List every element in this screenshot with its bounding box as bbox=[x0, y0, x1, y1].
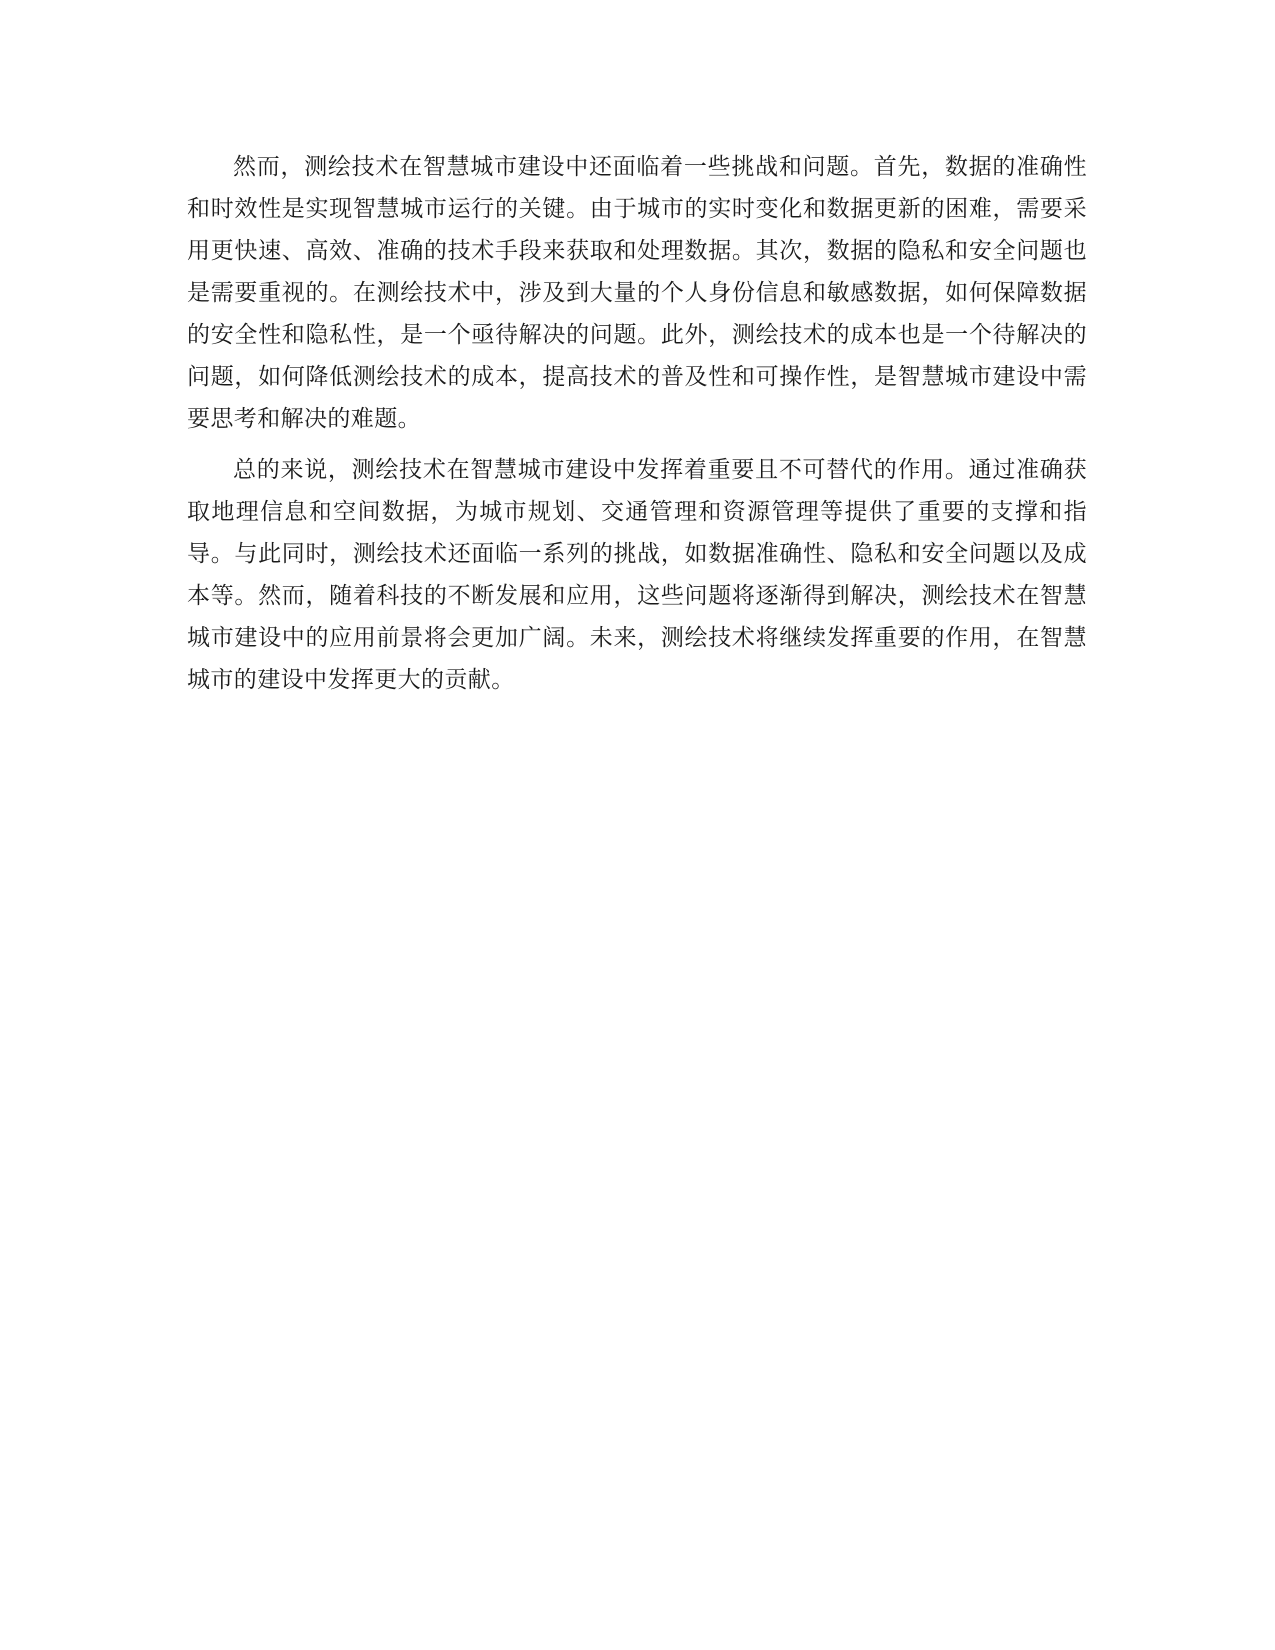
paragraph-challenges: 然而，测绘技术在智慧城市建设中还面临着一些挑战和问题。首先，数据的准确性和时效性是实现智慧城市运行的关键。由于城市的实时变化和数据更新的困难，需要采用更快速、高效、准确的技术手段来获取和处理数据。其次，数据的隐私和安全问题也是需要重视的。在测绘技术中，涉及到大量的个人身份信息和敏感数据，如何保障数据的安全性和隐私性，是一个亟待解决的问题。此外，测绘技术的成本也是一个待解决的问题，如何降低测绘技术的成本，提高技术的普及性和可操作性，是智慧城市建设中需要思考和解决的难题。 bbox=[187, 154, 1087, 432]
document-body bbox=[187, 146, 1087, 701]
paragraph-conclusion: 总的来说，测绘技术在智慧城市建设中发挥着重要且不可替代的作用。通过准确获取地理信息和空间数据，为城市规划、交通管理和资源管理等提供了重要的支撑和指导。与此同时，测绘技术还面临一系列的挑战，如数据准确性、隐私和安全问题以及成本等。然而，随着科技的不断发展和应用，这些问题将逐渐得到解决，测绘技术在智慧城市建设中的应用前景将会更加广阔。未来，测绘技术将继续发挥重要的作用，在智慧城市的建设中发挥更大的贡献。 bbox=[187, 457, 1087, 693]
